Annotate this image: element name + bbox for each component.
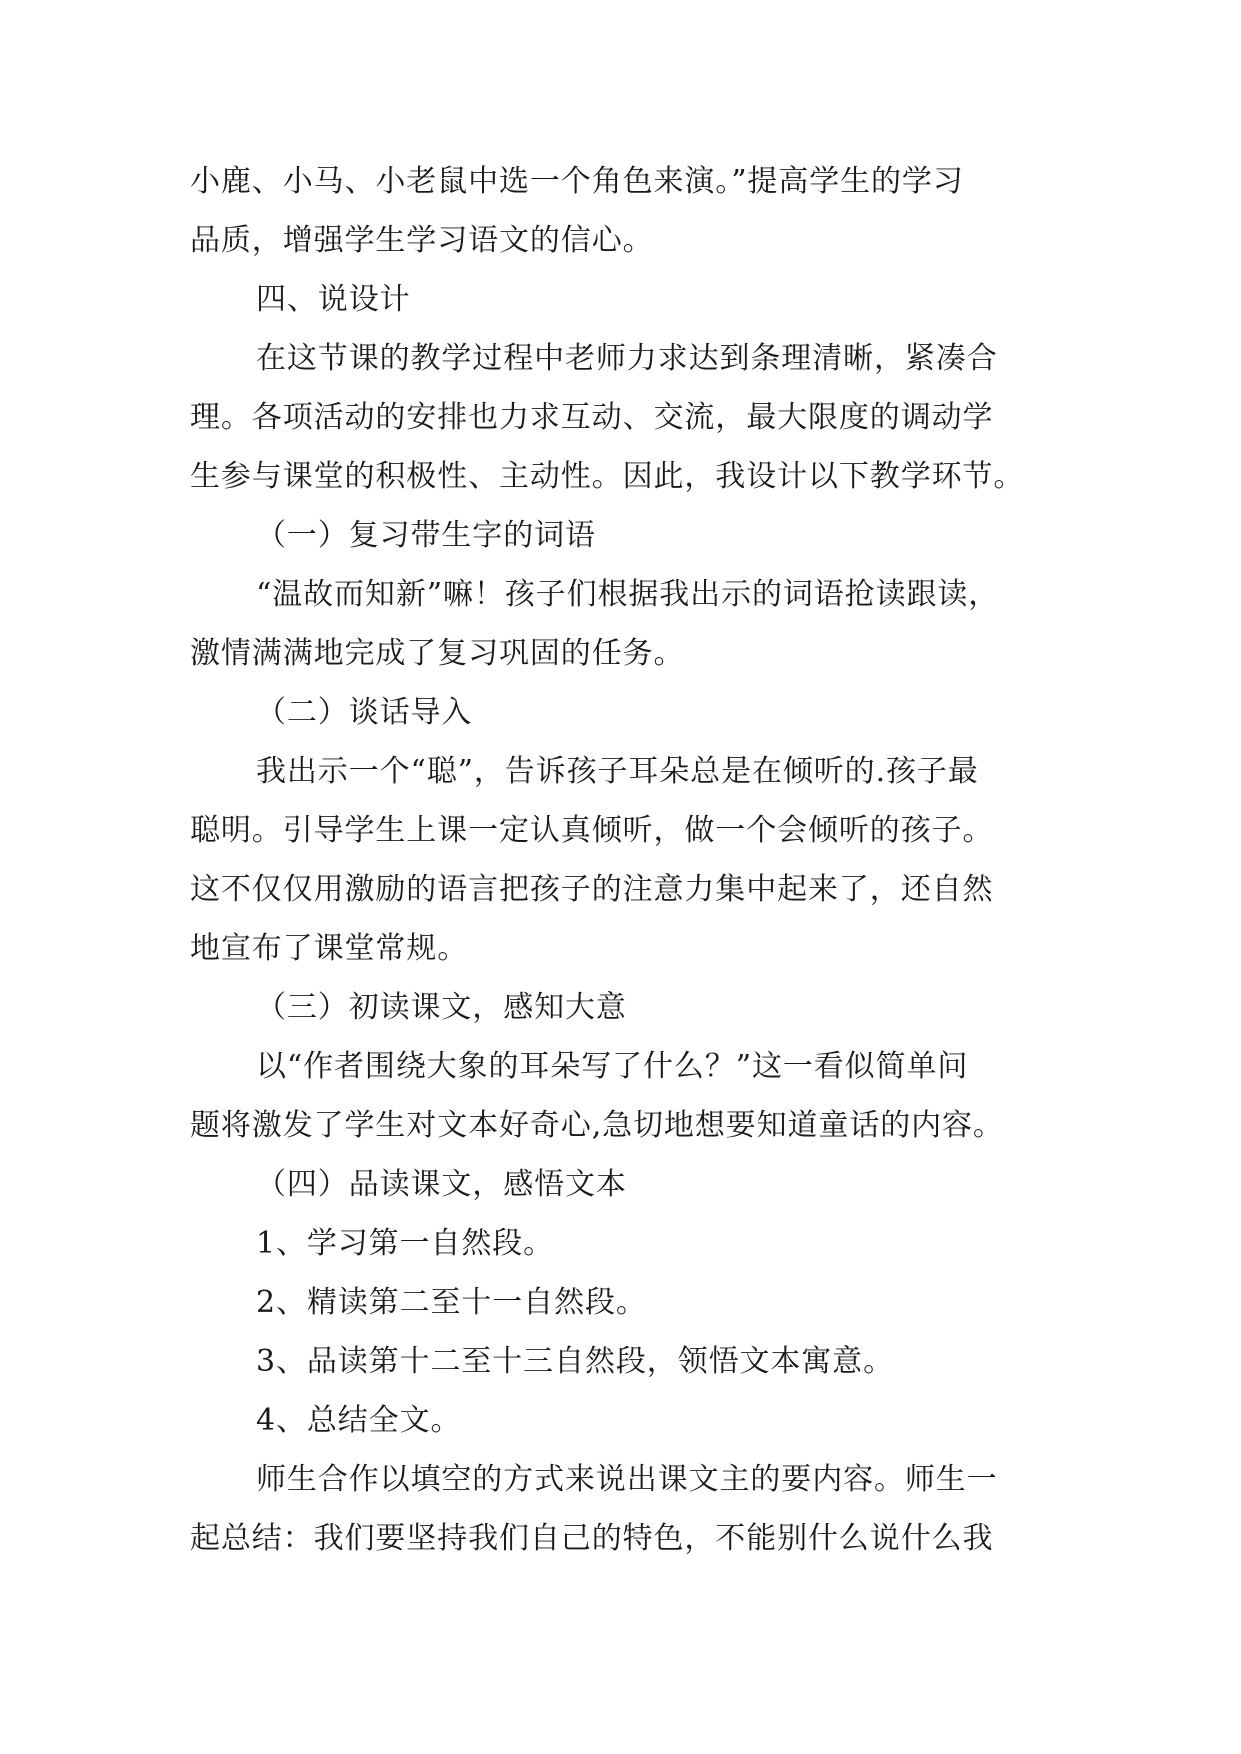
text-line: 以“作者围绕大象的耳朵写了什么？”这一看似简单问 [256,1049,969,1084]
text-line: 生参与课堂的积极性、主动性。因此，我设计以下教学环节。 [190,459,1025,494]
text-line: 品质，增强学生学习语文的信心。 [190,223,654,258]
list-item: 3、品读第十二至十三自然段，领悟文本寓意。 [256,1344,894,1379]
text-line: 小鹿、小马、小老鼠中选一个角色来演。”提高学生的学习 [190,164,964,199]
text-line: 起总结：我们要坚持我们自己的特色，不能别什么说什么我 [190,1521,994,1556]
list-item: 2、精读第二至十一自然段。 [256,1285,647,1320]
subsection-heading: （一）复习带生字的词语 [256,518,596,553]
text-line: 这不仅仅用激励的语言把孩子的注意力集中起来了，还自然 [190,872,994,907]
text-line: 在这节课的教学过程中老师力求达到条理清晰，紧凑合 [256,341,998,376]
text-line: 聪明。引导学生上课一定认真倾听，做一个会倾听的孩子。 [190,813,994,848]
list-item: 4、总结全文。 [256,1403,462,1438]
text-line: 我出示一个“聪”，告诉孩子耳朵总是在倾听的.孩子最 [256,754,979,789]
subsection-heading: （四）品读课文，感悟文本 [256,1167,627,1202]
text-line: 题将激发了学生对文本好奇心,急切地想要知道童话的内容。 [190,1108,1004,1143]
list-item: 1、学习第一自然段。 [256,1226,555,1261]
section-heading: 四、说设计 [256,282,411,317]
text-line: “温故而知新”嘛！孩子们根据我出示的词语抢读跟读， [256,577,1000,612]
text-line: 激情满满地完成了复习巩固的任务。 [190,636,685,671]
text-line: 地宣布了课堂常规。 [190,931,469,966]
text-line: 理。各项活动的安排也力求互动、交流，最大限度的调动学 [190,400,994,435]
text-line: 师生合作以填空的方式来说出课文主的要内容。师生一 [256,1462,998,1497]
subsection-heading: （二）谈话导入 [256,695,473,730]
subsection-heading: （三）初读课文，感知大意 [256,990,627,1025]
